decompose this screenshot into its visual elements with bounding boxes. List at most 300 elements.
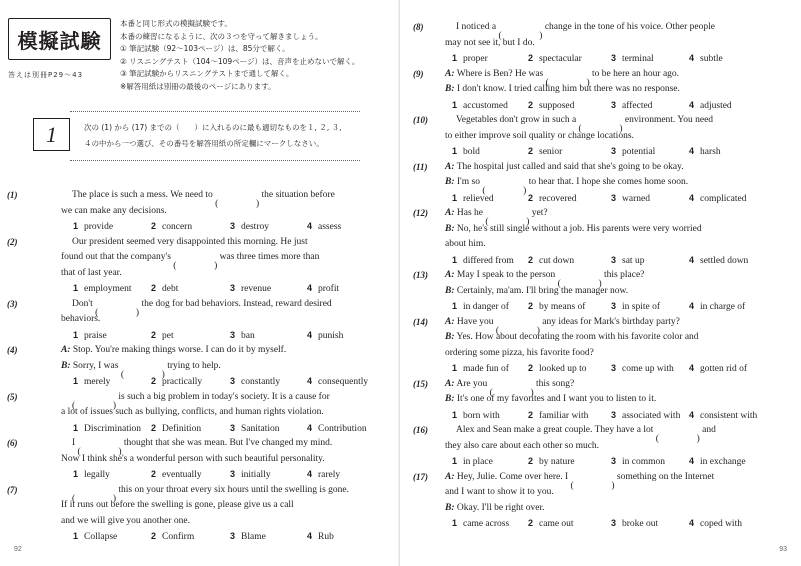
page-number: 92 xyxy=(14,546,22,553)
intro-text xyxy=(120,18,359,93)
speaker-label: A: xyxy=(445,208,455,218)
question-text: to be here an hour ago. xyxy=(589,68,680,79)
answer-option[interactable] xyxy=(452,299,509,316)
question-line xyxy=(445,330,699,346)
answer-option[interactable] xyxy=(689,144,721,161)
option-number: 3 xyxy=(230,329,236,340)
question-text: trying to help. xyxy=(164,360,221,371)
answer-option[interactable] xyxy=(689,51,723,68)
question-text: any ideas for Mark's birthday party? xyxy=(539,316,680,327)
option-number: 2 xyxy=(528,254,534,265)
option-number: 4 xyxy=(689,301,695,311)
question-text: Sorry, I was xyxy=(72,360,121,371)
option-number: 1 xyxy=(452,409,458,420)
option-number: 2 xyxy=(528,301,534,311)
question-text: I'm so xyxy=(456,177,483,187)
question-line xyxy=(72,188,335,204)
option-text: affected xyxy=(622,100,653,111)
question-number: (13) xyxy=(413,270,428,280)
option-number: 2 xyxy=(151,329,157,340)
option-text: settled down xyxy=(700,255,749,266)
option-number: 1 xyxy=(452,518,458,528)
option-number: 4 xyxy=(689,254,695,265)
option-number: 4 xyxy=(307,531,313,541)
answer-option[interactable] xyxy=(528,361,587,378)
question-text: the situation before xyxy=(259,190,335,200)
answer-option[interactable] xyxy=(611,361,674,378)
question-text: Stop. You're making things worse. I can do it by myself. xyxy=(72,345,287,355)
option-text: supposed xyxy=(539,100,575,111)
option-text: revenue xyxy=(241,284,272,294)
answer-option[interactable] xyxy=(611,144,655,161)
option-text: potential xyxy=(622,147,656,157)
option-number: 4 xyxy=(689,363,695,373)
answer-option[interactable] xyxy=(307,281,339,298)
question-text: this song? xyxy=(533,378,575,389)
option-number: 2 xyxy=(151,531,157,541)
speaker-label: B: xyxy=(445,502,455,513)
speaker-label: A: xyxy=(445,471,455,482)
option-text: came out xyxy=(539,519,574,529)
answer-option[interactable] xyxy=(689,454,746,471)
option-text: recovered xyxy=(539,193,577,204)
option-text: Discrimination xyxy=(84,423,142,434)
instruction-line: ４の中から一つ選び、その番号を解答用紙の所定欄にマークしなさい。 xyxy=(84,139,324,148)
question-line xyxy=(445,268,644,284)
option-number: 4 xyxy=(307,221,313,231)
option-text: associated with xyxy=(622,410,681,421)
option-number: 3 xyxy=(230,469,236,479)
option-text: rarely xyxy=(318,470,341,480)
option-text: ban xyxy=(241,330,255,341)
question-line xyxy=(445,284,628,300)
answer-option[interactable] xyxy=(611,299,660,316)
answer-option[interactable] xyxy=(307,467,340,484)
answer-option[interactable] xyxy=(230,374,280,391)
option-text: cut down xyxy=(539,255,575,266)
question-line xyxy=(456,423,716,439)
question-line xyxy=(61,359,221,375)
question-number: (12) xyxy=(413,208,428,218)
question-number: (1) xyxy=(7,190,18,200)
option-text: relieved xyxy=(463,193,494,204)
question-text: If it runs out before the swelling is gone, please give us a call xyxy=(61,500,294,510)
question-text: is such a big problem in today's society. It is a cause for xyxy=(116,391,330,402)
option-text: came across xyxy=(463,519,510,529)
option-text: accustomed xyxy=(463,100,508,111)
question-text: a lot of issues such as bullying, conflicts, and human rights violation. xyxy=(61,407,324,417)
option-text: Contribution xyxy=(318,423,367,434)
option-number: 1 xyxy=(73,283,79,293)
option-text: punish xyxy=(318,330,344,341)
option-number: 4 xyxy=(307,422,313,433)
question-text: No, he's still single without a job. His parents were very worried xyxy=(456,223,702,234)
option-number: 2 xyxy=(528,363,534,373)
option-number: 4 xyxy=(307,283,313,293)
question-line xyxy=(445,485,554,501)
speaker-label: A: xyxy=(445,161,455,172)
option-text: consequently xyxy=(318,377,369,387)
intro-line: ② リスニングテスト（104〜109ページ）は、音声を止めないで解く。 xyxy=(120,56,360,66)
instruction-line: 次の (1) から (17) までの（ ）に入れるのに最も適切なものを１, ２, ３, xyxy=(84,123,342,132)
speaker-label: B: xyxy=(445,394,455,404)
answer-option[interactable] xyxy=(151,467,202,484)
option-text: Blame xyxy=(241,532,266,542)
option-text: praise xyxy=(84,330,107,341)
answer-option[interactable] xyxy=(452,454,493,471)
question-number: (16) xyxy=(413,425,428,435)
question-line xyxy=(72,235,308,251)
question-text: Certainly, ma'am. I'll bring the manager now. xyxy=(456,285,629,296)
question-text: I noticed a xyxy=(456,22,499,32)
option-number: 1 xyxy=(73,329,79,340)
option-text: differed from xyxy=(463,255,514,266)
question-line xyxy=(445,237,486,253)
answer-option[interactable] xyxy=(611,516,658,533)
option-text: legally xyxy=(84,470,110,480)
answer-option[interactable] xyxy=(230,328,255,345)
option-text: pet xyxy=(162,330,174,341)
question-text: Okay. I'll be right over. xyxy=(456,502,545,513)
option-number: 3 xyxy=(611,99,617,110)
question-line xyxy=(72,436,332,452)
option-text: concern xyxy=(162,222,193,232)
option-text: gotten rid of xyxy=(700,364,747,374)
answer-option[interactable] xyxy=(689,253,748,270)
question-number: (14) xyxy=(413,316,428,327)
question-line xyxy=(445,346,594,362)
answer-option[interactable] xyxy=(452,516,509,533)
answer-option[interactable] xyxy=(528,516,574,533)
option-number: 1 xyxy=(452,301,458,311)
intro-line: ① 筆記試験（92〜103ページ）は、85分で解く。 xyxy=(120,44,290,53)
option-number: 1 xyxy=(73,221,79,231)
option-number: 3 xyxy=(611,254,617,265)
answer-option[interactable] xyxy=(73,529,117,546)
option-number: 3 xyxy=(611,301,617,311)
answer-option[interactable] xyxy=(230,421,280,438)
option-text: debt xyxy=(162,284,179,294)
answer-option[interactable] xyxy=(528,299,585,316)
question-line xyxy=(445,129,634,145)
question-text: behaviors. xyxy=(61,314,101,324)
option-text: profit xyxy=(318,284,340,294)
option-text: by means of xyxy=(539,302,586,312)
question-text: found out that the company's xyxy=(61,252,174,262)
option-number: 4 xyxy=(307,376,313,386)
question-number: (6) xyxy=(7,438,18,448)
question-line xyxy=(72,390,330,406)
question-text: thought that she was mean. But I've changed my mind. xyxy=(121,438,333,448)
question-text: and we will give you another one. xyxy=(61,515,191,526)
intro-line: ※解答用紙は別冊の最後のページにあります。 xyxy=(120,81,276,91)
option-number: 4 xyxy=(689,53,695,63)
speaker-label: A: xyxy=(445,270,455,280)
answer-option[interactable] xyxy=(73,467,110,484)
answer-option[interactable] xyxy=(307,328,343,345)
answer-option[interactable] xyxy=(528,144,562,161)
option-number: 1 xyxy=(452,254,458,265)
question-text: Hey, Julie. Come over here. I xyxy=(456,471,571,482)
question-line xyxy=(445,36,535,52)
question-text: May I speak to the person xyxy=(456,270,558,280)
option-text: by nature xyxy=(539,457,575,467)
question-text: to hear that. I hope she comes home soon. xyxy=(526,177,689,187)
question-text: that of last year. xyxy=(61,267,122,278)
page-title: 模擬試験 xyxy=(8,18,111,60)
question-number: (17) xyxy=(413,471,428,482)
option-text: eventually xyxy=(162,470,202,480)
question-line xyxy=(72,297,332,313)
option-number: 2 xyxy=(151,221,157,231)
question-line xyxy=(61,452,325,468)
question-number: (2) xyxy=(7,236,18,247)
question-line xyxy=(456,20,715,36)
question-text: this on your throat every six hours until the swelling is gone. xyxy=(116,484,349,495)
question-line xyxy=(61,250,319,266)
option-number: 3 xyxy=(230,283,236,293)
question-number: (15) xyxy=(413,378,428,389)
option-number: 1 xyxy=(452,99,458,110)
right-page xyxy=(400,0,801,566)
answers-reference: 答えは別冊P29〜43 xyxy=(8,71,84,79)
question-text: Are you xyxy=(456,378,490,389)
answer-option[interactable] xyxy=(689,361,747,378)
speaker-label: B: xyxy=(445,223,455,234)
option-text: adjusted xyxy=(700,100,732,111)
option-number: 3 xyxy=(230,422,236,433)
question-line xyxy=(61,498,294,514)
question-text: Where is Ben? He was xyxy=(456,68,546,79)
section-number: 1 xyxy=(33,118,70,151)
question-line xyxy=(445,175,688,191)
option-number: 1 xyxy=(452,53,458,63)
answer-option[interactable] xyxy=(151,328,174,345)
question-line xyxy=(445,67,679,83)
answer-option[interactable] xyxy=(151,374,202,391)
question-text: may not see it, but I do. xyxy=(445,37,535,48)
question-text: and xyxy=(699,425,716,435)
option-text: complicated xyxy=(700,193,747,204)
answer-option[interactable] xyxy=(611,253,644,270)
answer-option[interactable] xyxy=(528,98,574,115)
answer-option[interactable] xyxy=(73,374,110,391)
answer-option[interactable] xyxy=(230,467,271,484)
speaker-label: A: xyxy=(445,378,455,389)
answer-option[interactable] xyxy=(611,51,654,68)
answer-option[interactable] xyxy=(611,191,650,208)
answer-option[interactable] xyxy=(73,328,107,345)
question-text: I xyxy=(72,438,78,448)
option-text: merely xyxy=(84,377,111,387)
question-text: about him. xyxy=(445,239,486,249)
section-instructions xyxy=(84,120,341,152)
speaker-label: B: xyxy=(445,332,455,342)
option-number: 2 xyxy=(151,422,157,433)
question-number: (7) xyxy=(7,484,18,495)
answer-option[interactable] xyxy=(307,219,341,236)
option-text: sat up xyxy=(622,255,645,266)
question-text: Our president seemed very disappointed this morning. He just xyxy=(72,236,308,247)
answer-option[interactable] xyxy=(452,98,508,115)
option-number: 2 xyxy=(528,518,534,528)
answer-option[interactable] xyxy=(73,219,113,236)
question-number: (5) xyxy=(7,391,18,402)
intro-line: ③ 筆記試験からリスニングテストまで通して解く。 xyxy=(120,69,294,78)
option-text: in common xyxy=(622,457,666,467)
option-number: 2 xyxy=(151,469,157,479)
question-text: they also care about each other so much. xyxy=(445,440,600,451)
question-line xyxy=(445,377,574,393)
question-text: to either improve soil quality or change locations. xyxy=(445,130,634,141)
option-text: bold xyxy=(463,147,480,157)
option-text: harsh xyxy=(700,147,721,157)
answer-option[interactable] xyxy=(230,529,266,546)
option-number: 4 xyxy=(307,329,313,340)
option-text: broke out xyxy=(622,519,659,529)
speaker-label: A: xyxy=(445,316,455,327)
divider xyxy=(70,111,360,112)
answer-option[interactable] xyxy=(73,281,132,298)
answer-option[interactable] xyxy=(307,529,334,546)
question-text: we can make any decisions. xyxy=(61,205,167,216)
option-number: 3 xyxy=(611,53,617,63)
answer-option[interactable] xyxy=(528,253,574,270)
question-line xyxy=(61,312,100,328)
option-number: 1 xyxy=(73,469,79,479)
question-line xyxy=(61,405,324,421)
option-number: 4 xyxy=(689,146,695,156)
option-number: 3 xyxy=(611,363,617,373)
answer-option[interactable] xyxy=(689,516,742,533)
question-line xyxy=(445,392,656,408)
speaker-label: A: xyxy=(445,68,455,79)
answer-option[interactable] xyxy=(452,144,480,161)
option-text: initially xyxy=(241,470,271,480)
answer-option[interactable] xyxy=(528,454,575,471)
question-text: It's one of my favorites and I want you to listen to it. xyxy=(456,394,657,404)
answer-option[interactable] xyxy=(452,253,514,270)
question-text: I don't know. I tried calling him but there was no response. xyxy=(456,84,680,94)
left-page xyxy=(0,0,400,566)
question-text: this place? xyxy=(601,270,645,280)
option-text: constantly xyxy=(241,377,281,387)
answer-option[interactable] xyxy=(230,281,271,298)
answer-option[interactable] xyxy=(528,408,588,425)
option-number: 3 xyxy=(611,409,617,420)
answer-option[interactable] xyxy=(151,219,192,236)
answer-option[interactable] xyxy=(611,98,652,115)
speaker-label: B: xyxy=(445,84,455,94)
answer-option[interactable] xyxy=(611,408,680,425)
answer-option[interactable] xyxy=(528,51,582,68)
question-line xyxy=(61,266,122,282)
answer-option[interactable] xyxy=(452,51,488,68)
question-line xyxy=(456,113,713,129)
option-number: 4 xyxy=(689,456,695,466)
answer-option[interactable] xyxy=(230,219,269,236)
question-number: (11) xyxy=(413,161,428,172)
option-text: proper xyxy=(463,54,488,64)
answer-option[interactable] xyxy=(689,191,746,208)
option-number: 3 xyxy=(611,146,617,156)
page-number: 93 xyxy=(779,546,787,553)
option-number: 4 xyxy=(689,99,695,110)
option-number: 2 xyxy=(528,99,534,110)
answer-option[interactable] xyxy=(151,529,194,546)
question-line xyxy=(445,222,702,238)
answer-option[interactable] xyxy=(452,361,509,378)
option-number: 3 xyxy=(230,531,236,541)
question-line xyxy=(445,501,545,517)
option-number: 3 xyxy=(611,192,617,203)
option-number: 1 xyxy=(73,376,79,386)
question-text: The hospital just called and said that she's going to be okay. xyxy=(456,161,684,172)
answer-option[interactable] xyxy=(528,191,576,208)
option-number: 1 xyxy=(73,531,79,541)
option-text: made fun of xyxy=(463,364,509,374)
option-number: 4 xyxy=(689,192,695,203)
option-text: senior xyxy=(539,147,563,157)
question-line xyxy=(61,514,190,530)
answer-option[interactable] xyxy=(151,281,178,298)
option-text: destroy xyxy=(241,222,269,232)
answer-option[interactable] xyxy=(689,98,732,115)
question-line xyxy=(445,470,714,486)
question-text: Don't xyxy=(72,298,96,309)
option-text: looked up to xyxy=(539,364,587,374)
answer-option[interactable] xyxy=(452,408,500,425)
question-text: yet? xyxy=(529,208,548,218)
question-text: Has he xyxy=(456,208,486,218)
answer-option[interactable] xyxy=(307,421,367,438)
divider xyxy=(70,160,360,161)
speaker-label: B: xyxy=(61,360,71,371)
option-number: 2 xyxy=(528,53,534,63)
answer-option[interactable] xyxy=(689,299,745,316)
question-text: environment. You need xyxy=(622,115,714,125)
question-line xyxy=(445,315,680,331)
option-number: 4 xyxy=(689,409,695,420)
option-number: 3 xyxy=(230,376,236,386)
option-text: come up with xyxy=(622,364,674,374)
answer-option[interactable] xyxy=(452,191,494,208)
answer-option[interactable] xyxy=(73,421,141,438)
option-text: Rub xyxy=(318,532,334,542)
option-text: Confirm xyxy=(162,532,195,542)
option-number: 4 xyxy=(689,518,695,528)
option-text: spectacular xyxy=(539,54,582,64)
option-text: warned xyxy=(622,193,650,204)
intro-line: 本番の練習になるように、次の３つを守って解きましょう。 xyxy=(120,31,323,41)
option-number: 4 xyxy=(307,469,313,479)
question-line xyxy=(72,483,349,499)
option-text: provide xyxy=(84,222,114,232)
speaker-label: A: xyxy=(61,345,71,355)
answer-option[interactable] xyxy=(689,408,757,425)
question-number: (10) xyxy=(413,115,428,125)
answer-option[interactable] xyxy=(151,421,201,438)
option-number: 1 xyxy=(452,456,458,466)
question-line xyxy=(445,439,599,455)
question-text: something on the Internet xyxy=(614,471,715,482)
option-number: 2 xyxy=(151,376,157,386)
option-text: in place xyxy=(463,457,493,467)
answer-option[interactable] xyxy=(307,374,368,391)
question-number: (3) xyxy=(7,298,18,309)
option-text: practically xyxy=(162,377,203,387)
answer-option[interactable] xyxy=(611,454,665,471)
